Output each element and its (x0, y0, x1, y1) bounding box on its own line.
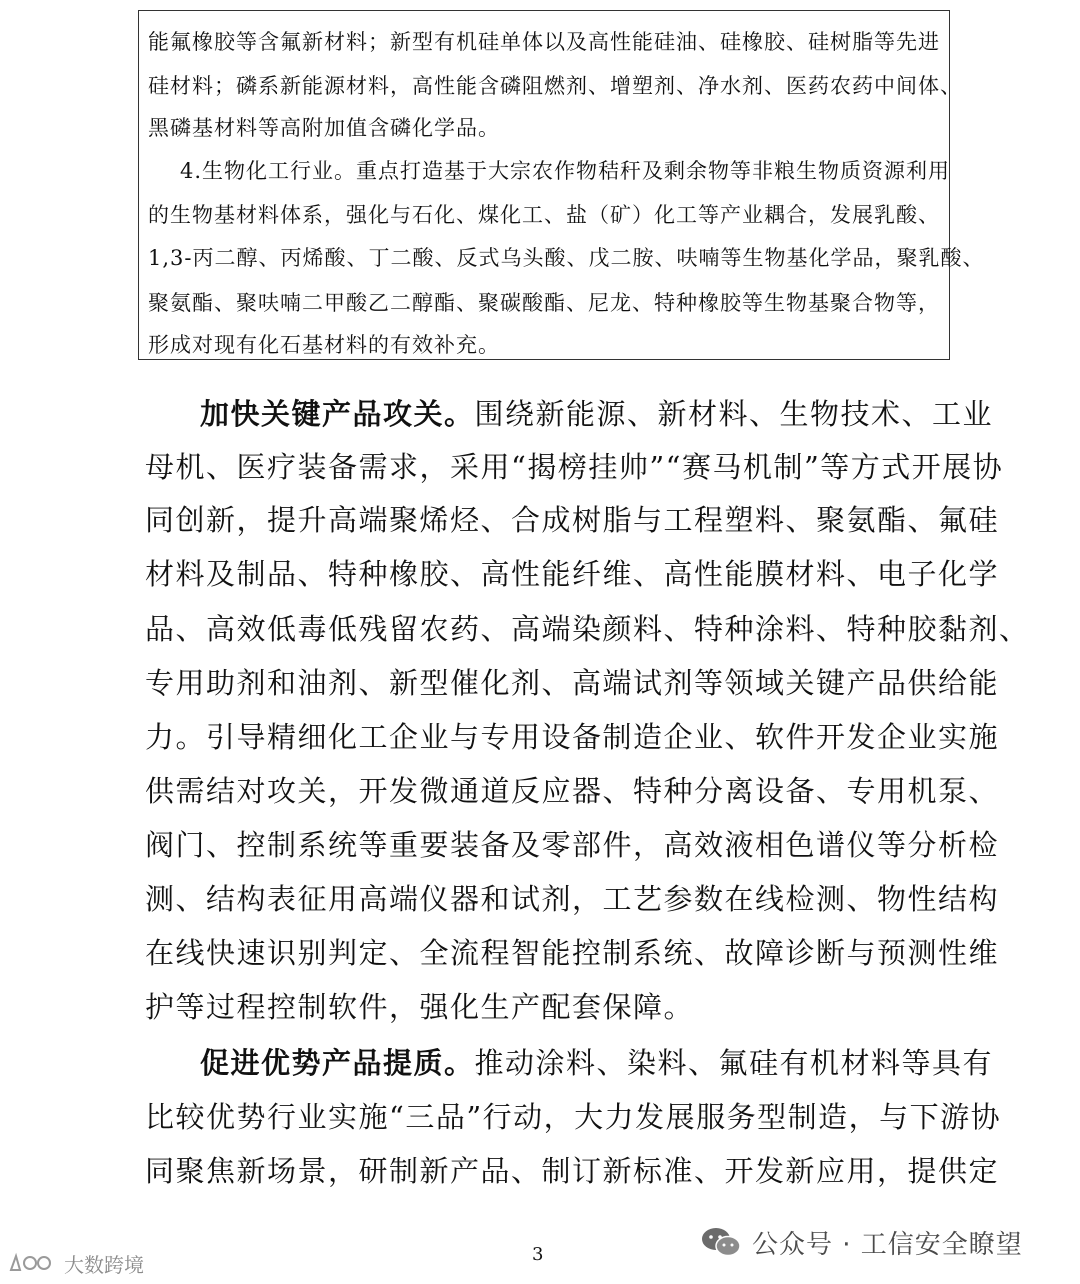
para1-line: 力。引导精细化工企业与专用设备制造企业、软件开发企业实施 (145, 720, 1000, 754)
page-number: 3 (532, 1244, 544, 1265)
box-line: 硅材料；磷系新能源材料，高性能含磷阻燃剂、增塑剂、净水剂、医药农药中间体、 (148, 74, 962, 98)
box-line: 黑磷基材料等高附加值含磷化学品。 (148, 116, 500, 140)
para1-line: 阀门、控制系统等重要装备及零部件，高效液相色谱仪等分析检 (145, 828, 1000, 862)
box-line: 形成对现有化石基材料的有效补充。 (148, 333, 500, 357)
para2-heading: 促进优势产品提质。 (200, 1046, 475, 1080)
brand-watermark (8, 1250, 144, 1276)
wechat-watermark-text: 公众号 · 工信安全瞭望 (752, 1229, 1023, 1260)
para2-line: 比较优势行业实施“三品”行动，大力发展服务型制造，与下游协 (145, 1100, 1002, 1134)
box-line: 能氟橡胶等含氟新材料；新型有机硅单体以及高性能硅油、硅橡胶、硅树脂等先进 (148, 30, 940, 54)
para2-first-line (200, 1046, 993, 1080)
wechat-icon (700, 1225, 742, 1259)
box-line: 的生物基材料体系，强化与石化、煤化工、盐（矿）化工等产业耦合，发展乳酸、 (148, 203, 940, 227)
para1-line: 护等过程控制软件，强化生产配套保障。 (145, 990, 695, 1024)
para1-first-line (200, 397, 993, 431)
para1-line: 母机、医疗装备需求，采用“揭榜挂帅”“赛马机制”等方式开展协 (145, 450, 1004, 484)
box-line: 1,3-丙二醇、丙烯酸、丁二酸、反式乌头酸、戊二胺、呋喃等生物基化学品，聚乳酸、 (148, 246, 985, 270)
para1-line: 材料及制品、特种橡胶、高性能纤维、高性能膜材料、电子化学 (145, 557, 1000, 591)
para1-line: 专用助剂和油剂、新型催化剂、高端试剂等领域关键产品供给能 (145, 666, 1000, 700)
brand-watermark-text: 大数跨境 (64, 1252, 144, 1277)
para1-line: 同创新，提升高端聚烯烃、合成树脂与工程塑料、聚氨酯、氟硅 (145, 503, 1000, 537)
box-line: 4.生物化工行业。重点打造基于大宗农作物秸秆及剩余物等非粮生物质资源利用 (180, 159, 951, 183)
para1-first-rest: 围绕新能源、新材料、生物技术、工业 (474, 397, 994, 431)
para1-line: 在线快速识别判定、全流程智能控制系统、故障诊断与预测性维 (145, 936, 1000, 970)
para2-line: 同聚焦新场景，研制新产品、制订新标准、开发新应用，提供定 (145, 1154, 1000, 1188)
para1-heading: 加快关键产品攻关。 (200, 397, 475, 431)
para2-first-rest: 推动涂料、染料、氟硅有机材料等具有 (474, 1046, 994, 1080)
para1-line: 测、结构表征用高端仪器和试剂，工艺参数在线检测、物性结构 (145, 882, 1000, 916)
box-line: 聚氨酯、聚呋喃二甲酸乙二醇酯、聚碳酸酯、尼龙、特种橡胶等生物基聚合物等， (148, 291, 940, 315)
wechat-watermark (700, 1222, 1023, 1262)
para1-line: 供需结对攻关，开发微通道反应器、特种分离设备、专用机泵、 (145, 774, 1000, 808)
para1-line: 品、高效低毒低残留农药、高端染颜料、特种涂料、特种胶黏剂、 (145, 612, 1030, 646)
logo-mark-icon (8, 1252, 60, 1274)
